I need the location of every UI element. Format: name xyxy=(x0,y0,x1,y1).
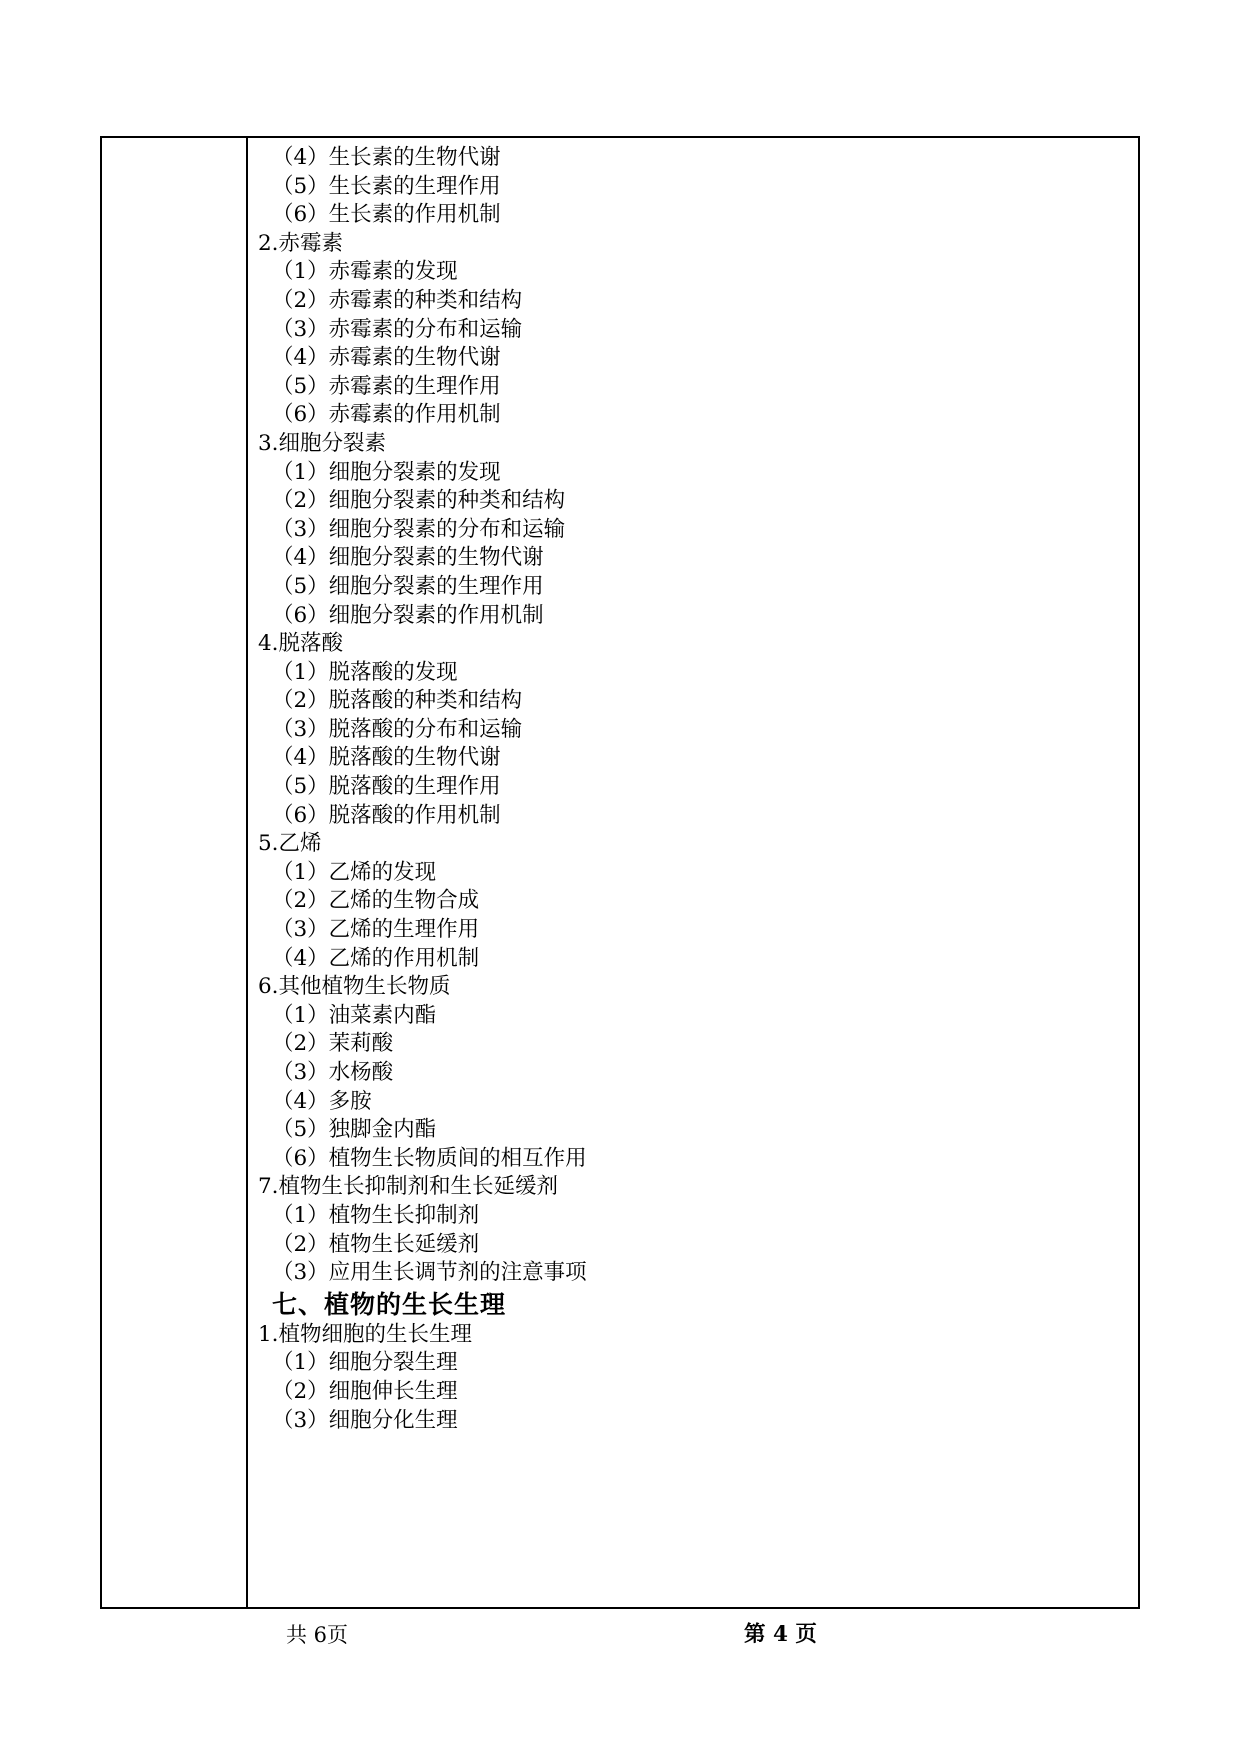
outline-subitem: （1）赤霉素的发现 xyxy=(272,259,458,285)
outline-section-heading: 七、植物的生长生理 xyxy=(272,1289,507,1319)
outline-subitem: （2）细胞分裂素的种类和结构 xyxy=(272,488,566,514)
footer-current-page: 第 4 页 xyxy=(744,1622,817,1647)
outline-subitem: （1）细胞分裂素的发现 xyxy=(272,459,501,485)
outline-topic-heading: 1.植物细胞的生长生理 xyxy=(258,1321,473,1347)
outline-subitem: （5）脱落酸的生理作用 xyxy=(272,774,501,800)
outline-subitem: （3）脱落酸的分布和运输 xyxy=(272,716,523,742)
outline-subitem: （1）油菜素内酯 xyxy=(272,1002,437,1028)
outline-subitem: （2）脱落酸的种类和结构 xyxy=(272,688,523,714)
outline-subitem: （6）细胞分裂素的作用机制 xyxy=(272,602,544,628)
outline-topic-heading: 7.植物生长抑制剂和生长延缓剂 xyxy=(258,1174,559,1200)
outline-subitem: （3）应用生长调节剂的注意事项 xyxy=(272,1260,587,1286)
outline-topic-heading: 4.脱落酸 xyxy=(258,631,344,657)
outline-subitem: （5）生长素的生理作用 xyxy=(272,173,501,199)
outline-subitem: （2）乙烯的生物合成 xyxy=(272,888,480,914)
outline-subitem: （5）赤霉素的生理作用 xyxy=(272,373,501,399)
outline-subitem: （2）赤霉素的种类和结构 xyxy=(272,287,523,313)
outline-subitem: （3）细胞分裂素的分布和运输 xyxy=(272,516,566,542)
outline-table xyxy=(100,136,1140,1609)
outline-subitem: （4）细胞分裂素的生物代谢 xyxy=(272,545,544,571)
outline-subitem: （3）水杨酸 xyxy=(272,1060,394,1085)
outline-topic-heading: 2.赤霉素 xyxy=(258,230,344,256)
outline-topic-heading: 6.其他植物生长物质 xyxy=(258,974,451,1000)
outline-subitem: （4）赤霉素的生物代谢 xyxy=(272,345,501,371)
outline-subitem: （5）细胞分裂素的生理作用 xyxy=(272,573,544,599)
outline-subitem: （4）乙烯的作用机制 xyxy=(272,945,480,971)
outline-subitem: （2）植物生长延缓剂 xyxy=(272,1231,480,1257)
outline-subitem: （4）脱落酸的生物代谢 xyxy=(272,745,501,771)
table-left-column xyxy=(102,138,248,1607)
outline-subitem: （1）植物生长抑制剂 xyxy=(272,1202,480,1228)
outline-subitem: （1）脱落酸的发现 xyxy=(272,659,458,685)
outline-subitem: （4）多胺 xyxy=(272,1088,372,1114)
outline-subitem: （3）细胞分化生理 xyxy=(272,1407,458,1433)
outline-list xyxy=(258,144,1130,1435)
table-content-column xyxy=(248,138,1138,1607)
outline-topic-heading: 5.乙烯 xyxy=(258,831,322,857)
outline-subitem: （5）独脚金内酯 xyxy=(272,1117,437,1143)
outline-subitem: （6）赤霉素的作用机制 xyxy=(272,402,501,428)
outline-subitem: （2）茉莉酸 xyxy=(272,1031,394,1057)
outline-subitem: （1）乙烯的发现 xyxy=(272,859,437,885)
outline-subitem: （6）植物生长物质间的相互作用 xyxy=(272,1145,587,1171)
outline-subitem: （3）乙烯的生理作用 xyxy=(272,917,480,943)
footer-total-pages: 共 6页 xyxy=(286,1623,349,1647)
outline-subitem: （4）生长素的生物代谢 xyxy=(272,145,501,170)
outline-subitem: （6）脱落酸的作用机制 xyxy=(272,802,501,828)
page-footer xyxy=(100,1620,1140,1660)
outline-subitem: （6）生长素的作用机制 xyxy=(272,202,501,228)
outline-subitem: （3）赤霉素的分布和运输 xyxy=(272,316,523,342)
outline-subitem: （1）细胞分裂生理 xyxy=(272,1350,458,1376)
outline-topic-heading: 3.细胞分裂素 xyxy=(258,430,387,456)
outline-subitem: （2）细胞伸长生理 xyxy=(272,1378,458,1404)
